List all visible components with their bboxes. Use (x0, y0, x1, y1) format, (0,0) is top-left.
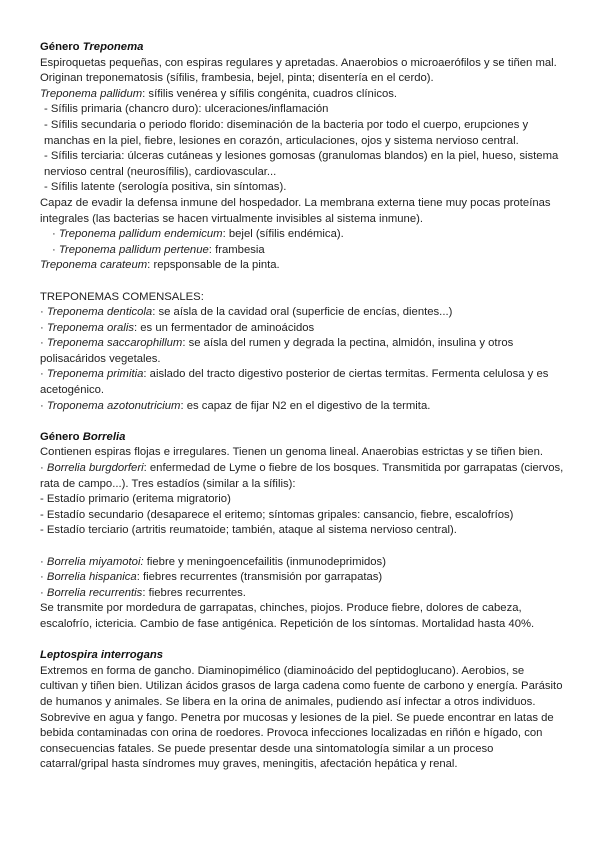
bullet: · (40, 306, 47, 319)
comensal-item (40, 321, 564, 337)
species-text: fiebre y meningoencefailitis (inmunodeprimidos) (143, 555, 386, 568)
comensal-item (40, 367, 564, 398)
borrelia-species (40, 555, 564, 571)
heading-leptospira: Leptospira interrogans (40, 649, 164, 662)
pallidum-line (40, 87, 564, 103)
subspecies-line (40, 227, 564, 243)
species-name: Treponema pallidum endemicum (58, 228, 223, 241)
species-name: Treponema pallidum (40, 87, 143, 100)
heading-prefix: Género (40, 430, 83, 443)
bullet: · (40, 571, 47, 584)
spacer (40, 414, 564, 430)
species-text: : aislado del tracto digestivo posterior de ciertas termitas. Fermenta celulosa y es acetogénico. (40, 368, 549, 397)
species-name: Treponema pallidum pertenue (58, 243, 209, 256)
heading-genus: Borrelia (82, 430, 126, 443)
bullet: · (40, 368, 47, 381)
burgdorferi-line (40, 461, 564, 492)
syphilis-stage: - Sífilis primaria (chancro duro): ulceraciones/inflamación (44, 103, 329, 116)
immune-evasion: Capaz de evadir la defensa inmune del hospedador. La membrana externa tiene muy pocas proteínas integrales (las bacterias se hacen virtualmente invisibles al sistema inmune). (40, 196, 551, 225)
syphilis-stage: - Sífilis latente (serología positiva, sin síntomas). (44, 181, 287, 194)
borrelia-transmission: Se transmite por mordedura de garrapatas, chinches, piojos. Produce fiebre, dolores de cabeza, escalofrío, ictericia. Cambio de fase antigénica. Repetición de los síntomas. Mortalidad hasta 40%. (40, 602, 535, 630)
section-treponema (40, 40, 564, 274)
species-text: : sífilis venérea y sífilis congénita, cuadros clínicos. (142, 87, 398, 100)
species-text: : bejel (sífilis endémica). (222, 228, 344, 241)
bullet: · (52, 243, 59, 256)
bullet: · (40, 586, 47, 599)
species-text: : es un fermentador de aminoácidos (133, 321, 315, 334)
lyme-stage: - Estadío primario (eritema migratorio) (40, 493, 231, 506)
borrelia-species (40, 570, 564, 586)
species-text: : se aísla del rumen y degrada la pectina, almidón, insulina y otros polisacáridos vegetales. (40, 337, 514, 365)
bullet: · (40, 321, 47, 334)
spacer (40, 539, 564, 555)
bullet: · (40, 399, 47, 412)
heading-treponema (40, 40, 564, 56)
spacer (40, 633, 564, 649)
species-name: Treponema saccarophillum (46, 337, 183, 350)
species-name: Borrelia burgdorferi (46, 462, 144, 475)
species-text: : fiebres recurrentes. (142, 586, 246, 599)
heading-comensales: TREPONEMAS COMENSALES: (40, 290, 204, 303)
species-name: Treponema denticola (46, 306, 153, 319)
subspecies-line (40, 243, 564, 259)
species-text: : frambesia (208, 243, 265, 256)
lyme-stage: - Estadío secundario (desaparece el eritemo; síntomas gripales: cansancio, fiebre, escalofríos) (40, 508, 514, 521)
section-leptospira (40, 648, 564, 773)
bullet: · (40, 337, 47, 350)
section-comensales (40, 290, 564, 415)
bullet: · (52, 228, 59, 241)
heading-borrelia (40, 430, 564, 446)
species-name: Borrelia hispanica (46, 571, 137, 584)
species-text: : fiebres recurrentes (transmisión por garrapatas) (136, 571, 383, 584)
heading-genus: Treponema (82, 41, 144, 53)
species-name: Borrelia miyamotoi: (46, 555, 144, 568)
spacer (40, 274, 564, 290)
syphilis-stage: - Sífilis secundaria o periodo florido: diseminación de la bacteria por todo el cuerpo, erupciones y manchas en la piel, fiebre, lesiones en corazón, articulaciones, ojos y sistema nervioso central. (44, 118, 529, 147)
species-name: Treponema carateum (40, 259, 148, 272)
carateum-line (40, 258, 564, 274)
treponema-intro: Espiroquetas pequeñas, con espiras regulares y apretadas. Anaerobios o microaerófilos y se tiñen mal. Originan treponematosis (sífilis, frambesia, bejel, pinta; disentería en el cerdo). (40, 56, 557, 85)
syphilis-stage: - Sífilis terciaria: úlceras cutáneas y lesiones gomosas (granulomas blandos) en la piel, hueso, sistema nervioso central (neurosífilis), cardiovascular... (44, 150, 559, 178)
species-name: Borrelia recurrentis (46, 586, 143, 599)
species-name: Treponema primitia (46, 368, 144, 381)
species-text: : enfermedad de Lyme o fiebre de los bosques. Transmitida por garrapatas (ciervos, rata de campo...). Tres estadíos (similar a la sífilis): (40, 462, 564, 490)
leptospira-text: Extremos en forma de gancho. Diaminopimélico (diaminoácido del peptidoglucano). Aerobios, se cultivan y tiñen bien. Utilizan ácidos grasos de larga cadena como fuente de carbono y energía. Parásito de humanos y animales. Se libera en la orina de animales, pudiendo así infectar a otros individuos. Sobrevive en agua y fango. Penetra por mucosas y lesiones de la piel. Se puede encontrar en latas de bebida contaminadas con orina de roedores. Provoca infecciones localizadas en riñón e hígado, con consecuencias fatales. Se puede presentar desde una sintomatología similar a un proceso catarral/gripal hasta síndromes muy graves, meningitis, afectación hepática y renal. (40, 664, 563, 771)
heading-prefix: Género (40, 41, 83, 53)
species-name: Treponema oralis (46, 321, 134, 334)
comensal-item (40, 305, 564, 321)
borrelia-intro: Contienen espiras flojas e irregulares. Tienen un genoma lineal. Anaerobias estrictas y se tiñen bien. (40, 446, 544, 459)
species-text: : es capaz de fijar N2 en el digestivo de la termita. (180, 399, 431, 412)
species-text: : se aísla de la cavidad oral (superficie de encías, dientes...) (152, 306, 453, 319)
bullet: · (40, 555, 47, 568)
lyme-stage: - Estadío terciario (artritis reumatoide; también, ataque al sistema nervioso central). (40, 524, 457, 537)
species-name: Troponema azotonutricium (46, 399, 181, 412)
section-borrelia (40, 430, 564, 633)
comensal-item (40, 399, 564, 415)
borrelia-species (40, 586, 564, 602)
bullet: · (40, 462, 47, 475)
species-text: : repsponsable de la pinta. (147, 259, 280, 272)
comensal-item (40, 336, 564, 367)
